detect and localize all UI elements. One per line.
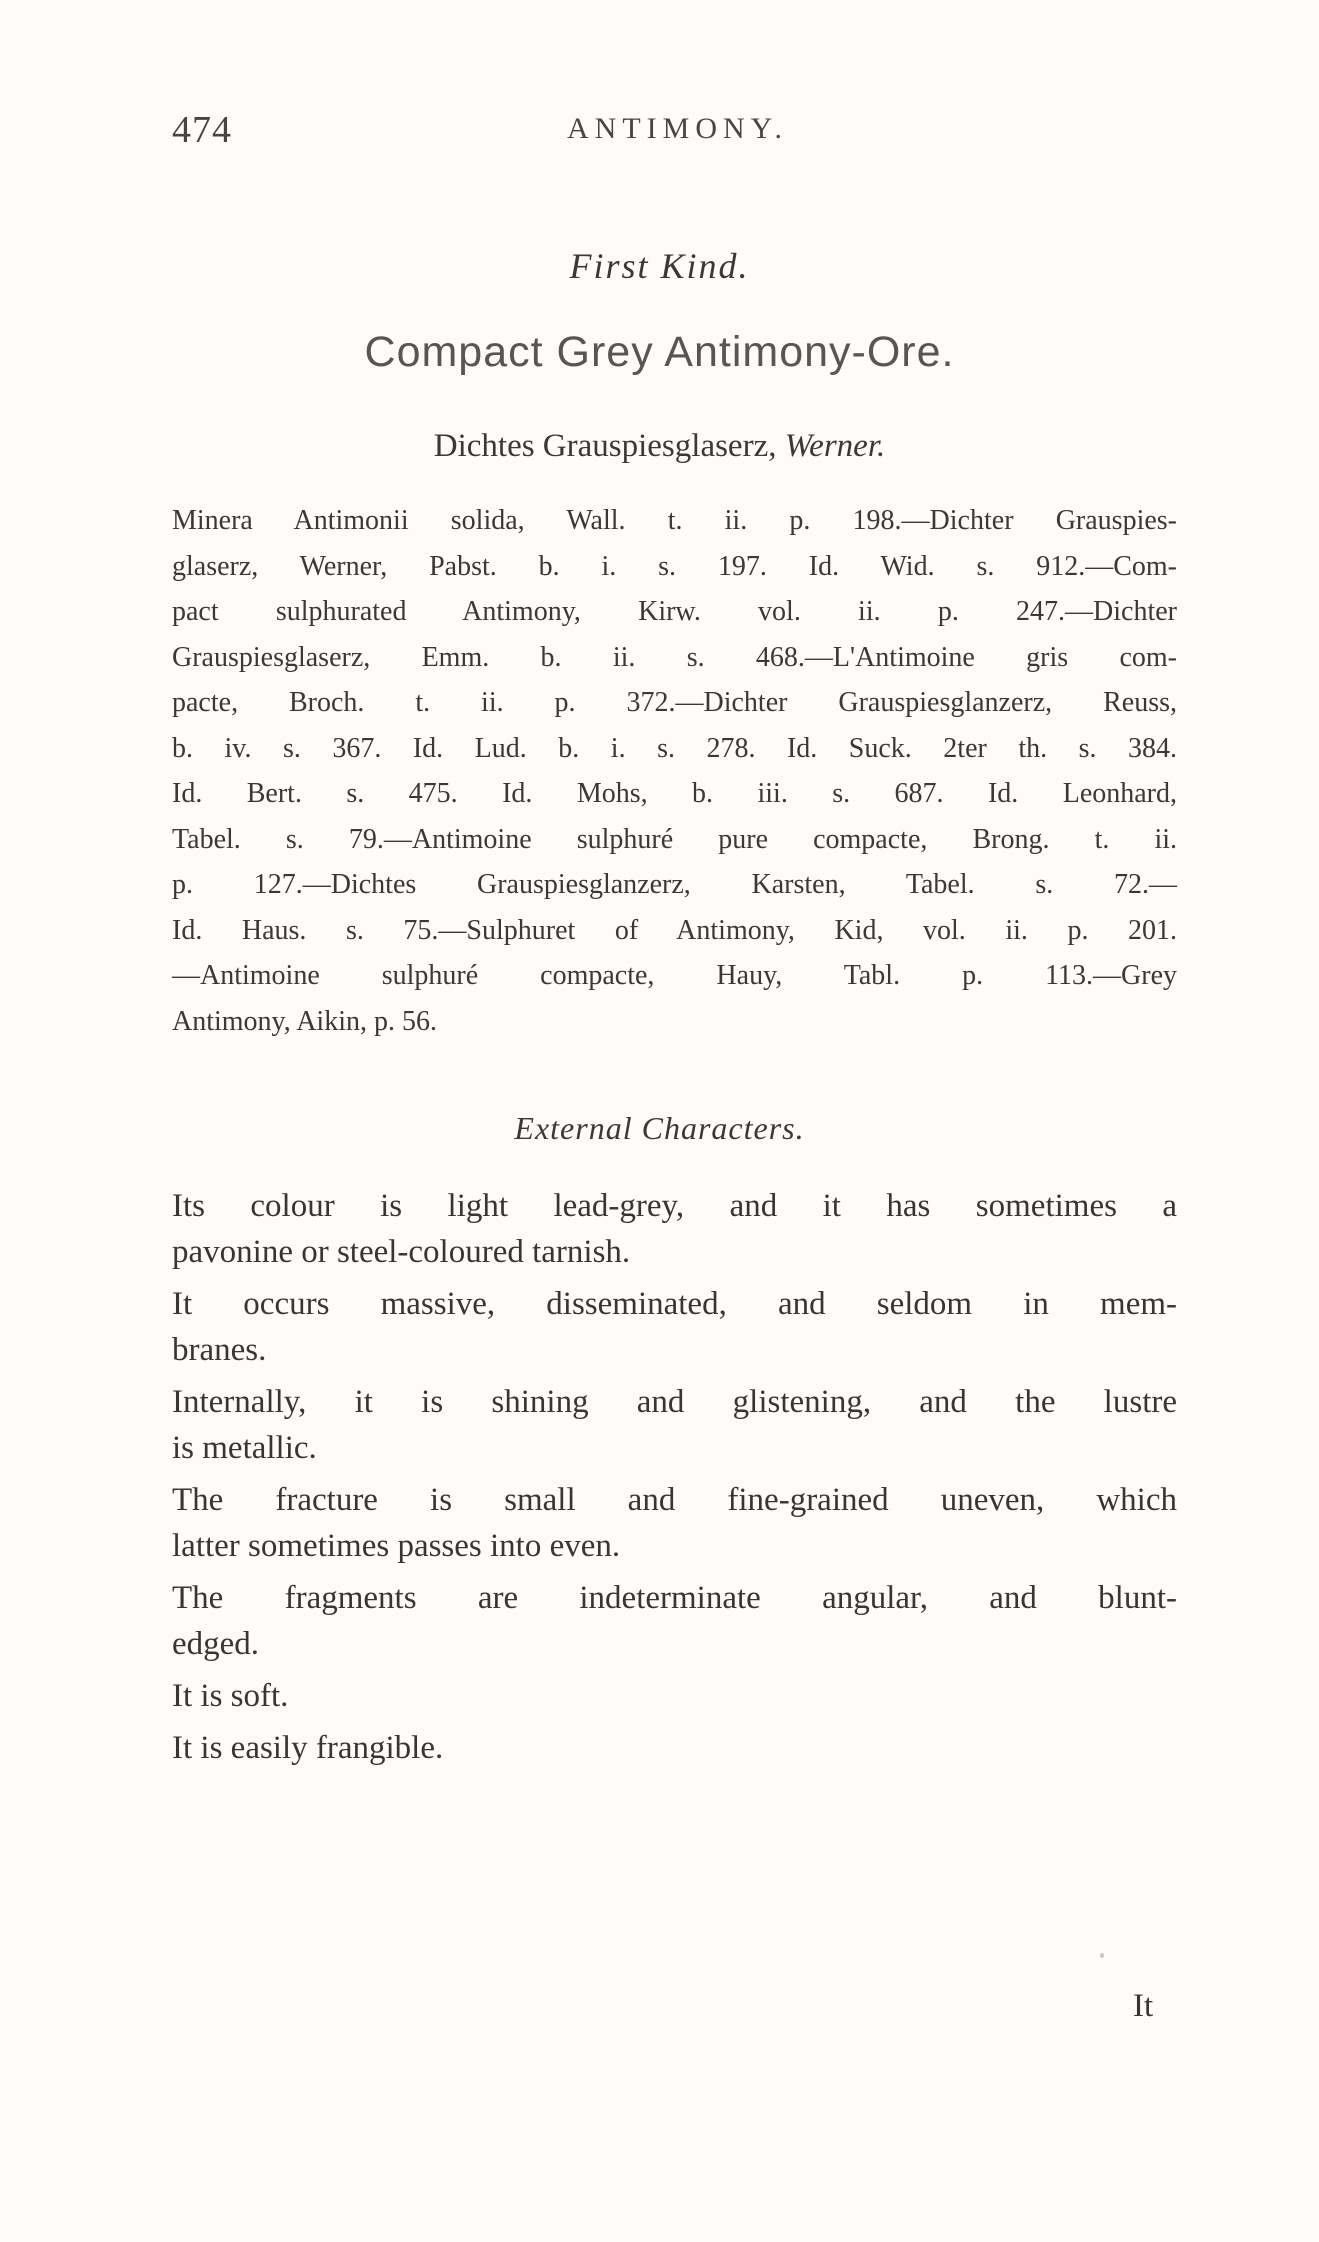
paragraph-line: The fracture is small and fine-grained uneven, which	[172, 1482, 1177, 1518]
synonymy-line: Tabel. s. 79.—Antimoine sulphuré pure compacte, Brong. t. ii.	[172, 823, 1177, 855]
paragraph-line: It is easily frangible.	[172, 1730, 444, 1766]
paragraph-line: is metallic.	[172, 1430, 317, 1466]
character-paragraph	[172, 1673, 1177, 1719]
running-head	[172, 108, 1172, 158]
ore-title: Compact Grey Antimony-Ore.	[364, 328, 955, 376]
synonymy-block	[172, 498, 1177, 1044]
synonymy-line: pact sulphurated Antimony, Kirw. vol. ii. p. 247.—Dichter	[172, 596, 1177, 627]
synonymy-line: p. 127.—Dichtes Grauspiesglanzerz, Karsten, Tabel. s. 72.—	[172, 869, 1177, 900]
synonymy-line: pacte, Broch. t. ii. p. 372.—Dichter Grauspiesglanzerz, Reuss,	[172, 687, 1177, 718]
paragraph-line: It is soft.	[172, 1678, 289, 1714]
character-paragraph	[172, 1725, 1177, 1771]
synonymy-line: Antimony, Aikin, p. 56.	[172, 1005, 437, 1037]
synonymy-line: Id. Bert. s. 475. Id. Mohs, b. iii. s. 687. Id. Leonhard,	[172, 778, 1177, 809]
paragraph-line: edged.	[172, 1626, 260, 1662]
page-number: 474	[172, 109, 232, 151]
character-paragraph	[172, 1281, 1177, 1373]
catchword: It	[1133, 1988, 1154, 2024]
character-paragraph	[172, 1575, 1177, 1667]
paragraph-line: latter sometimes passes into even.	[172, 1528, 621, 1564]
synonymy-line: Id. Haus. s. 75.—Sulphuret of Antimony, Kid, vol. ii. p. 201.	[172, 914, 1177, 946]
paragraph-line: branes.	[172, 1332, 267, 1368]
kind-heading: First Kind.	[569, 246, 750, 286]
running-title: ANTIMONY.	[567, 112, 788, 145]
german-name-text: Dichtes Grauspiesglaserz,	[433, 428, 785, 464]
print-speck	[1100, 1953, 1104, 1958]
synonymy-line: Grauspiesglaserz, Emm. b. ii. s. 468.—L'Antimoine gris com-	[172, 641, 1177, 673]
paragraph-line: Its colour is light lead-grey, and it has sometimes a	[172, 1188, 1177, 1224]
german-name	[0, 428, 1319, 465]
synonymy-line: glaserz, Werner, Pabst. b. i. s. 197. Id. Wid. s. 912.—Com-	[172, 550, 1177, 582]
external-characters-text	[172, 1183, 1177, 1777]
synonymy-line: b. iv. s. 367. Id. Lud. b. i. s. 278. Id. Suck. 2ter th. s. 384.	[172, 732, 1177, 764]
character-paragraph	[172, 1183, 1177, 1275]
synonymy-line: —Antimoine sulphuré compacte, Hauy, Tabl. p. 113.—Grey	[172, 960, 1177, 991]
synonymy-line: Minera Antimonii solida, Wall. t. ii. p. 198.—Dichter Grauspies-	[172, 505, 1177, 536]
paragraph-line: It occurs massive, disseminated, and seldom in mem-	[172, 1286, 1177, 1322]
character-paragraph	[172, 1477, 1177, 1569]
paragraph-line: Internally, it is shining and glistening, and the lustre	[172, 1384, 1177, 1420]
paragraph-line: pavonine or steel-coloured tarnish.	[172, 1234, 631, 1270]
paragraph-line: The fragments are indeterminate angular, and blunt-	[172, 1580, 1177, 1616]
external-characters-heading: External Characters.	[514, 1110, 805, 1146]
character-paragraph	[172, 1379, 1177, 1471]
german-name-author: Werner.	[784, 428, 886, 464]
